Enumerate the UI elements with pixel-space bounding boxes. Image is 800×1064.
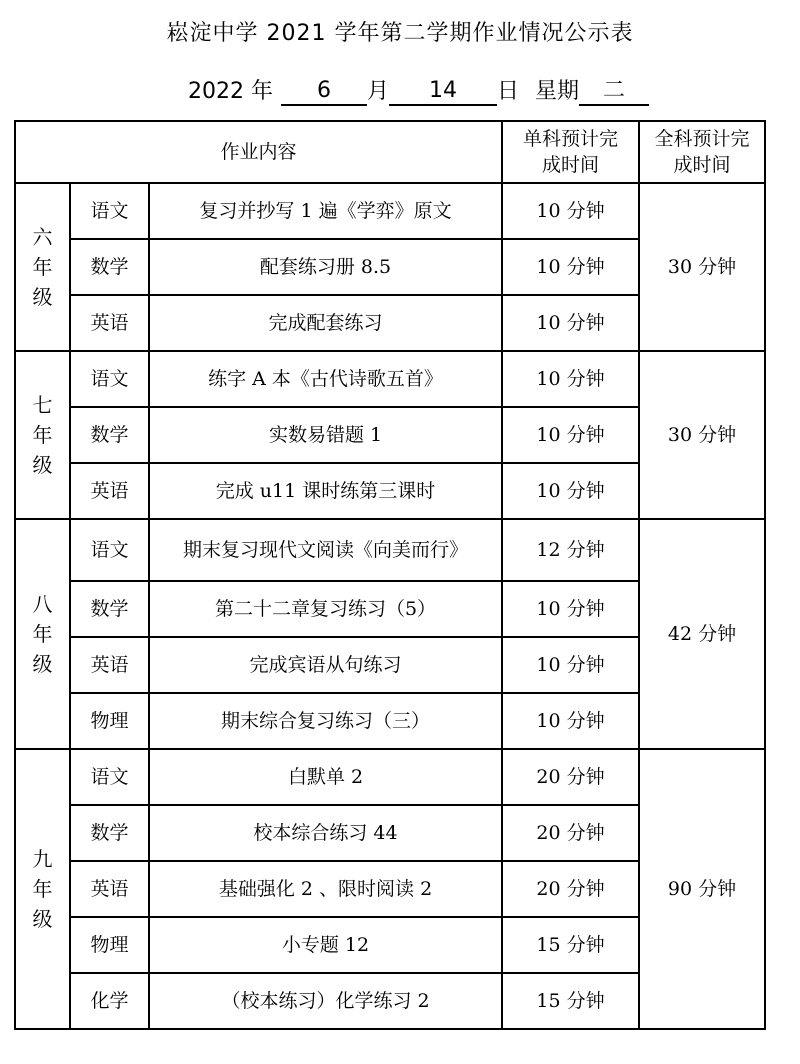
homework-content-cell: 复习并抄写 1 遍《学弈》原文 <box>149 183 502 239</box>
single-time-cell: 10 分钟 <box>502 407 639 463</box>
grade-char: 六 <box>32 225 53 249</box>
homework-content-cell: 完成 u11 课时练第三课时 <box>149 463 502 519</box>
single-time-cell: 10 分钟 <box>502 693 639 749</box>
date-year: 2022 年 <box>188 79 273 104</box>
grade-char: 级 <box>32 285 53 309</box>
header-single-time-text: 单科预计完成时间 <box>523 128 619 176</box>
total-time-cell: 30 分钟 <box>639 351 765 519</box>
subject-cell: 英语 <box>70 463 149 519</box>
subject-cell: 语文 <box>70 183 149 239</box>
table-row <box>15 749 765 805</box>
date-weekday-label: 星期 <box>535 79 580 104</box>
homework-content-cell: 小专题 12 <box>149 917 502 973</box>
homework-content-cell: 完成配套练习 <box>149 295 502 351</box>
single-time-cell: 15 分钟 <box>502 917 639 973</box>
grade-cell <box>15 749 70 1029</box>
single-time-cell: 12 分钟 <box>502 519 639 581</box>
total-time-cell: 42 分钟 <box>639 519 765 749</box>
header-content: 作业内容 <box>15 121 502 183</box>
single-time-cell: 10 分钟 <box>502 637 639 693</box>
header-total-time <box>639 121 765 183</box>
subject-cell: 化学 <box>70 973 149 1029</box>
grade-char: 九 <box>32 847 53 871</box>
single-time-cell: 10 分钟 <box>502 295 639 351</box>
homework-content-cell: 校本综合练习 44 <box>149 805 502 861</box>
date-day-label: 日 <box>497 79 520 104</box>
grade-char: 年 <box>32 877 53 901</box>
single-time-cell: 15 分钟 <box>502 973 639 1029</box>
single-time-cell: 10 分钟 <box>502 351 639 407</box>
grade-cell <box>15 519 70 749</box>
subject-cell: 语文 <box>70 749 149 805</box>
subject-cell: 语文 <box>70 351 149 407</box>
table-row <box>15 183 765 239</box>
subject-cell: 物理 <box>70 693 149 749</box>
homework-content-cell: 配套练习册 8.5 <box>149 239 502 295</box>
homework-content-cell: 第二十二章复习练习（5） <box>149 581 502 637</box>
table-row <box>15 351 765 407</box>
page-title: 崧淀中学 2021 学年第二学期作业情况公示表 <box>166 21 634 46</box>
header-single-time <box>502 121 639 183</box>
header-total-time-text: 全科预计完成时间 <box>654 128 750 176</box>
date-weekday: 二 <box>579 74 649 106</box>
date-month-label: 月 <box>366 79 389 104</box>
grade-char: 年 <box>32 423 53 447</box>
grade-char: 年 <box>32 255 53 279</box>
single-time-cell: 20 分钟 <box>502 805 639 861</box>
header-row <box>15 121 765 183</box>
homework-content-cell: 白默单 2 <box>149 749 502 805</box>
total-time-cell: 30 分钟 <box>639 183 765 351</box>
subject-cell: 英语 <box>70 861 149 917</box>
date-line <box>188 74 649 110</box>
grade-char: 七 <box>32 393 53 417</box>
subject-cell: 数学 <box>70 805 149 861</box>
subject-cell: 数学 <box>70 407 149 463</box>
homework-table <box>14 120 766 1030</box>
grade-char: 级 <box>32 453 53 477</box>
single-time-cell: 10 分钟 <box>502 239 639 295</box>
homework-content-cell: 基础强化 2 、限时阅读 2 <box>149 861 502 917</box>
single-time-cell: 20 分钟 <box>502 749 639 805</box>
subject-cell: 英语 <box>70 637 149 693</box>
single-time-cell: 10 分钟 <box>502 581 639 637</box>
date-day: 14 <box>389 74 497 106</box>
date-month: 6 <box>281 74 367 106</box>
grade-char: 年 <box>32 622 53 646</box>
single-time-cell: 10 分钟 <box>502 183 639 239</box>
subject-cell: 数学 <box>70 239 149 295</box>
subject-cell: 语文 <box>70 519 149 581</box>
grade-char: 级 <box>32 652 53 676</box>
subject-cell: 英语 <box>70 295 149 351</box>
single-time-cell: 10 分钟 <box>502 463 639 519</box>
subject-cell: 数学 <box>70 581 149 637</box>
grade-char: 级 <box>32 907 53 931</box>
table-row <box>15 519 765 581</box>
single-time-cell: 20 分钟 <box>502 861 639 917</box>
grade-char: 八 <box>32 592 53 616</box>
homework-content-cell: 完成宾语从句练习 <box>149 637 502 693</box>
grade-cell <box>15 351 70 519</box>
grade-cell <box>15 183 70 351</box>
homework-content-cell: 期末综合复习练习（三） <box>149 693 502 749</box>
subject-cell: 物理 <box>70 917 149 973</box>
homework-content-cell: 实数易错题 1 <box>149 407 502 463</box>
total-time-cell: 90 分钟 <box>639 749 765 1029</box>
homework-content-cell: （校本练习）化学练习 2 <box>149 973 502 1029</box>
homework-content-cell: 期末复习现代文阅读《向美而行》 <box>149 519 502 581</box>
homework-content-cell: 练字 A 本《古代诗歌五首》 <box>149 351 502 407</box>
